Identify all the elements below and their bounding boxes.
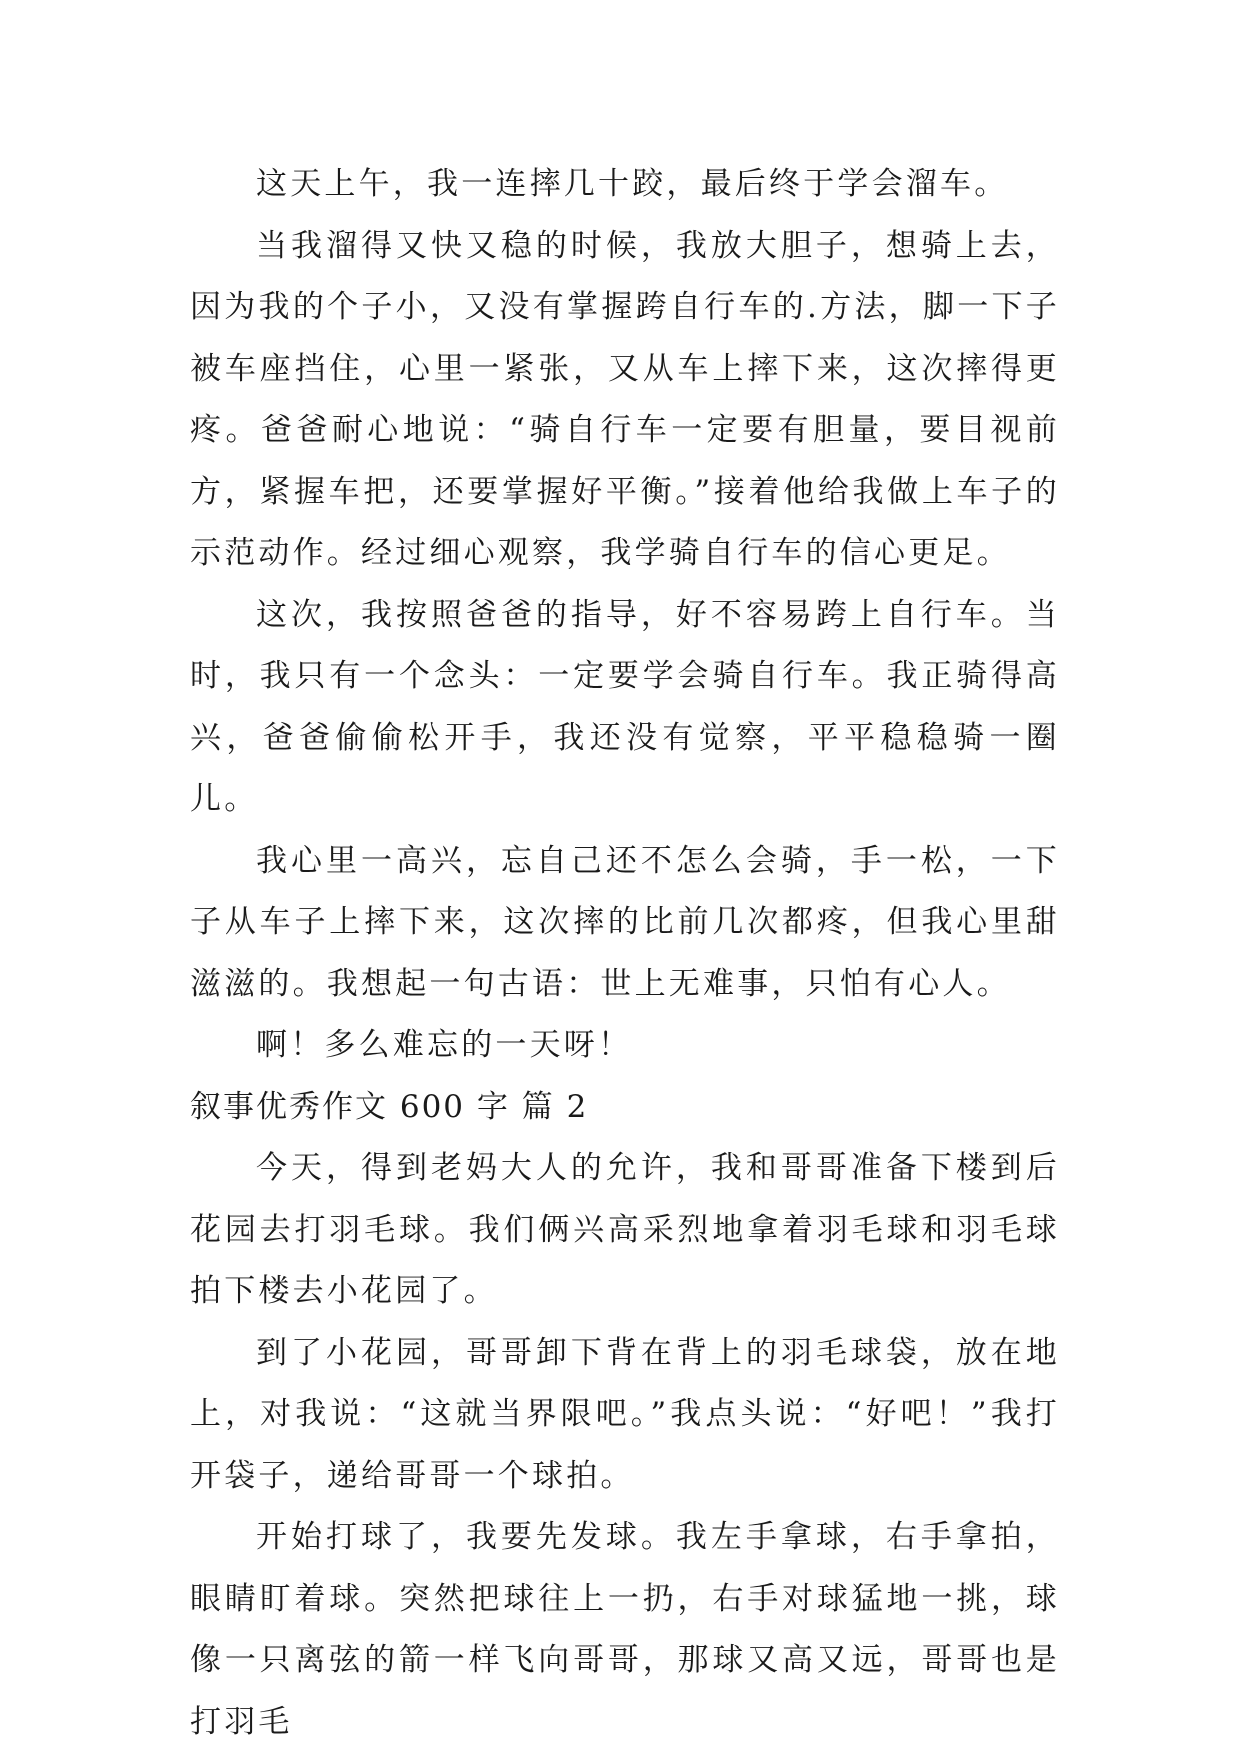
section-heading: 叙事优秀作文 600 字 篇 2	[190, 1088, 589, 1125]
paragraph: 这次，我按照爸爸的指导，好不容易跨上自行车。当时，我只有一个念头：一定要学会骑自行车。我正骑得高兴，爸爸偷偷松开手，我还没有觉察，平平稳稳骑一圈儿。	[190, 596, 1060, 817]
paragraph: 到了小花园，哥哥卸下背在背上的羽毛球袋，放在地上，对我说：“这就当界限吧。”我点头说：“好吧！”我打开袋子，递给哥哥一个球拍。	[190, 1334, 1060, 1494]
paragraph: 当我溜得又快又稳的时候，我放大胆子，想骑上去，因为我的个子小，又没有掌握跨自行车的.方法，脚一下子被车座挡住，心里一紧张，又从车上摔下来，这次摔得更疼。爸爸耐心地说：“骑自行车一定要有胆量，要目视前方，紧握车把，还要掌握好平衡。”接着他给我做上车子的示范动作。经过细心观察，我学骑自行车的信心更足。	[190, 227, 1060, 571]
paragraph: 这天上午，我一连摔几十跤，最后终于学会溜车。	[256, 166, 1009, 202]
paragraph: 开始打球了，我要先发球。我左手拿球，右手拿拍，眼睛盯着球。突然把球往上一扔，右手对球猛地一挑，球像一只离弦的箭一样飞向哥哥，那球又高又远，哥哥也是打羽毛	[190, 1519, 1060, 1740]
paragraph: 啊！多么难忘的一天呀！	[256, 1027, 633, 1063]
paragraph: 今天，得到老妈大人的允许，我和哥哥准备下楼到后花园去打羽毛球。我们俩兴高采烈地拿着羽毛球和羽毛球拍下楼去小花园了。	[190, 1150, 1060, 1309]
paragraph: 我心里一高兴，忘自己还不怎么会骑，手一松，一下子从车子上摔下来，这次摔的比前几次都疼，但我心里甜滋滋的。我想起一句古语：世上无难事，只怕有心人。	[190, 842, 1060, 1002]
document-body	[190, 154, 1060, 1753]
